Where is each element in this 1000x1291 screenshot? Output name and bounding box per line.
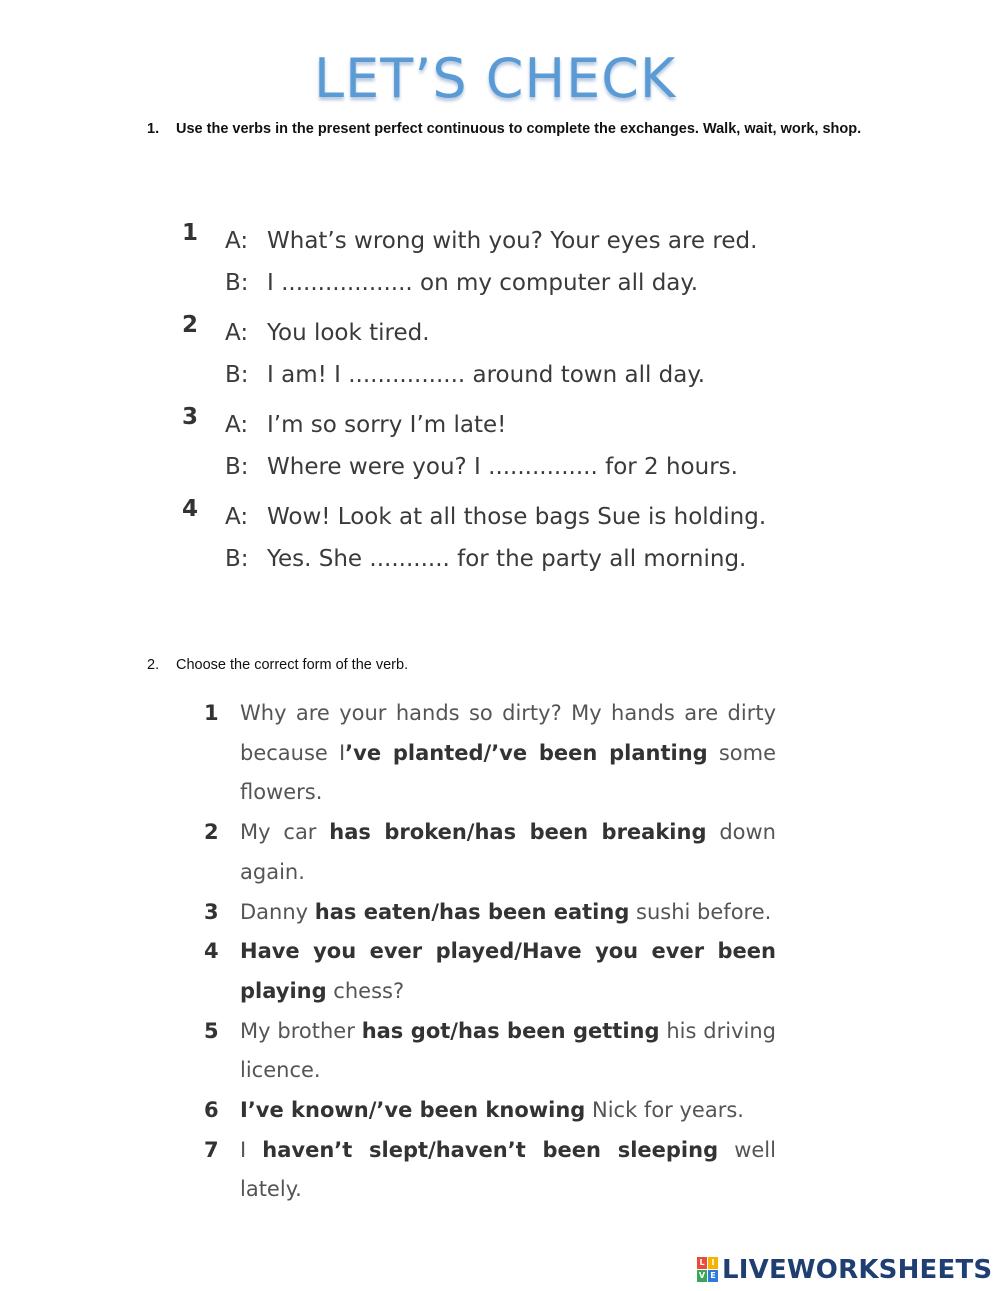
item-number: 2 xyxy=(204,820,219,845)
item-text-after: well lately. xyxy=(240,1137,776,1202)
item-text-after: down again. xyxy=(240,820,776,884)
item-text-after: Nick for years. xyxy=(585,1098,744,1123)
speaker-a-text: You look tired. xyxy=(267,320,430,346)
item-text-after: some flowers. xyxy=(240,740,776,805)
verb-options[interactable]: ’ve planted/’ve been planting xyxy=(345,740,708,765)
speaker-b-label: B: xyxy=(225,362,249,388)
item-text-before: Why are your hands so dirty? My hands are dirty because I xyxy=(240,701,776,765)
exchange-number: 4 xyxy=(182,496,199,522)
verb-options[interactable]: has eaten/has been eating xyxy=(314,899,630,924)
exchange-number: 2 xyxy=(182,312,199,338)
liveworksheets-brand[interactable] xyxy=(697,1253,992,1287)
item-text-after: his driving licence. xyxy=(240,1018,776,1083)
brand-name: LIVEWORKSHEETS xyxy=(722,1255,993,1285)
verb-choice-item xyxy=(204,813,776,892)
speaker-b-text[interactable]: I am! I ................ around town all day. xyxy=(267,362,705,388)
speaker-a-label: A: xyxy=(225,504,249,530)
item-text-after: sushi before. xyxy=(629,899,772,924)
exercise-1-instruction xyxy=(147,117,907,142)
exercise-2-instruction xyxy=(147,654,907,676)
speaker-a-label: A: xyxy=(225,228,249,254)
item-text-before: My car xyxy=(240,820,330,845)
logo-block: V xyxy=(698,1271,706,1280)
exercise-2-items xyxy=(204,694,776,1210)
exchange-item xyxy=(178,496,868,580)
exchange-item xyxy=(178,312,868,396)
verb-options[interactable]: I’ve known/’ve been knowing xyxy=(240,1098,586,1123)
speaker-b-label: B: xyxy=(225,270,249,296)
speaker-b-label: B: xyxy=(225,546,249,572)
item-number: 5 xyxy=(204,1018,219,1043)
exchange-number: 3 xyxy=(182,404,199,430)
verb-choice-item xyxy=(204,893,776,933)
exercise-1-instruction-text: Use the verbs in the present perfect continuous to complete the exchanges. Walk, wait, work, shop. xyxy=(176,121,862,137)
verb-options[interactable]: has broken/has been breaking xyxy=(329,820,707,845)
exercise-2-instruction-text: Choose the correct form of the verb. xyxy=(176,657,409,673)
speaker-a-label: A: xyxy=(225,412,249,438)
speaker-b-label: B: xyxy=(225,454,249,480)
exercise-1-exchanges xyxy=(178,220,868,588)
exchange-item xyxy=(178,220,868,304)
verb-choice-item xyxy=(204,932,776,1011)
verb-options[interactable]: Have you ever played/Have you ever been playing xyxy=(240,939,776,1003)
liveworksheets-logo-icon xyxy=(697,1257,719,1283)
verb-options[interactable]: haven’t slept/haven’t been sleeping xyxy=(262,1137,719,1162)
speaker-b-text[interactable]: I .................. on my computer all day. xyxy=(267,270,699,296)
speaker-b-text[interactable]: Yes. She ........... for the party all morning. xyxy=(267,546,747,572)
item-text-before: Danny xyxy=(240,899,315,924)
exercise-1-number: 1. xyxy=(147,121,160,137)
page-title: LET’S CHECK xyxy=(314,47,677,110)
speaker-b-text[interactable]: Where were you? I ............... for 2 hours. xyxy=(267,454,738,480)
item-number: 1 xyxy=(204,701,219,725)
verb-options[interactable]: has got/has been getting xyxy=(361,1018,660,1043)
item-number: 3 xyxy=(204,899,219,924)
item-text-before: My brother xyxy=(240,1018,362,1043)
verb-choice-item xyxy=(204,1012,776,1091)
exchange-item xyxy=(178,404,868,488)
item-number: 7 xyxy=(204,1137,219,1162)
exchange-number: 1 xyxy=(182,220,199,246)
item-text-after: chess? xyxy=(326,978,405,1003)
speaker-a-text: What’s wrong with you? Your eyes are red. xyxy=(267,228,758,254)
logo-block: L xyxy=(697,1257,707,1269)
verb-choice-item xyxy=(204,1131,776,1210)
speaker-a-text: Wow! Look at all those bags Sue is holding. xyxy=(267,504,767,530)
speaker-a-text: I’m so sorry I’m late! xyxy=(267,412,507,438)
verb-choice-item xyxy=(204,1091,776,1131)
logo-block: E xyxy=(708,1270,718,1282)
speaker-a-label: A: xyxy=(225,320,249,346)
item-number: 4 xyxy=(204,939,219,964)
item-text-before: I xyxy=(240,1137,263,1162)
logo-block: I xyxy=(708,1257,718,1269)
exercise-2-number: 2. xyxy=(147,657,160,673)
item-number: 6 xyxy=(204,1098,219,1123)
verb-choice-item xyxy=(204,694,776,813)
